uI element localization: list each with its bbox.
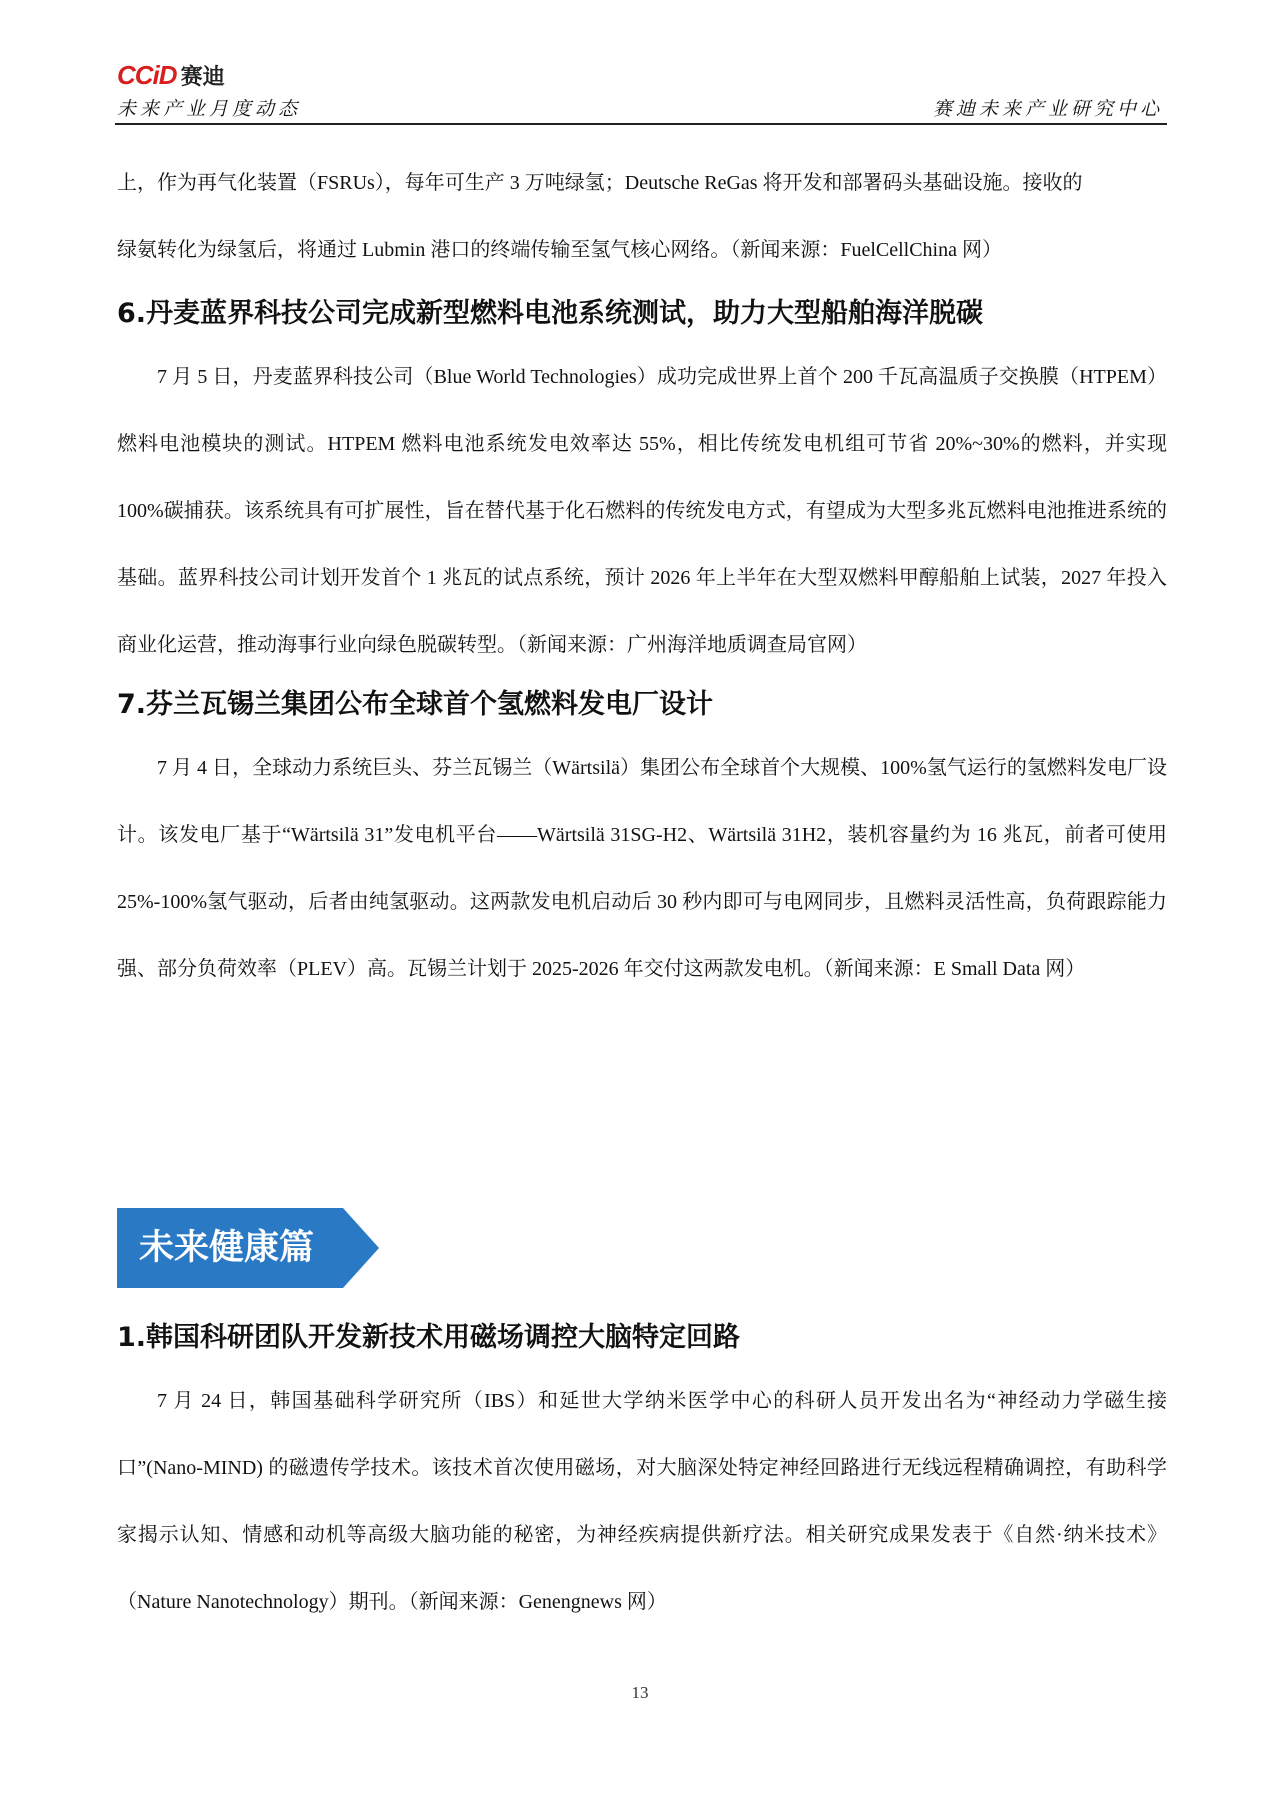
health-section-content [117,1318,1167,1636]
ccid-logo [117,60,225,90]
section-banner-label: 未来健康篇 [139,1228,315,1268]
header-right-title: 赛迪未来产业研究中心 [932,98,1163,120]
health-article-1-heading: 1.韩国科研团队开发新技术用磁场调控大脑特定回路 [117,1322,741,1353]
main-content [117,158,1167,1003]
article-6-body: 7 月 5 日，丹麦蓝界科技公司（Blue World Technologies）成功完成世界上首个 200 千瓦高温质子交换膜（HTPEM）燃料电池模块的测试。HTPEM 燃料电池系统发电效率达 55%，相比传统发电机组可节省 20%~30%的燃料，并实现 100%碳捕获。该系统具有可扩展性，旨在替代基于化石燃料的传统发电方式，有望成为大型多兆瓦燃料电池推进系统的基础。蓝界科技公司计划开发首个 1 兆瓦的试点系统，预计 2026 年上半年在大型双燃料甲醇船舶上试装，2027 年投入商业化运营，推动海事行业向绿色脱碳转型。（新闻来源：广州海洋地质调查局官网） [117,366,1167,656]
logo-brand: CCiD [117,59,177,90]
page-number: 13 [631,1683,649,1702]
header-left-title: 未来产业月度动态 [117,98,302,120]
continued-paragraph [117,150,1167,284]
section-banner [117,1208,379,1288]
health-article-1-body: 7 月 24 日，韩国基础科学研究所（IBS）和延世大学纳米医学中心的科研人员开发出名为“神经动力学磁生接口”(Nano-MIND) 的磁遗传学技术。该技术首次使用磁场，对大脑深处特定神经回路进行无线远程精确调控，有助科学家揭示认知、情感和动机等高级大脑功能的秘密，为神经疾病提供新疗法。相关研究成果发表于《自然·纳米技术》（Nature Nanotechnology）期刊。（新闻来源：Genengnews 网） [117,1390,1167,1613]
article-7-body: 7 月 4 日，全球动力系统巨头、芬兰瓦锡兰（Wärtsilä）集团公布全球首个大规模、100%氢气运行的氢燃料发电厂设计。该发电厂基于“Wärtsilä 31”发电机平台——Wärtsilä 31SG-H2、Wärtsilä 31H2，装机容量约为 16 兆瓦，前者可使用 25%-100%氢气驱动，后者由纯氢驱动。这两款发电机启动后 30 秒内即可与电网同步，且燃料灵活性高，负荷跟踪能力强、部分负荷效率（PLEV）高。瓦锡兰计划于 2025-2026 年交付这两款发电机。（新闻来源：E Small Data 网） [117,757,1167,980]
logo-cn-name: 赛迪 [180,64,225,90]
continued-line-2: 绿氨转化为绿氢后，将通过 Lubmin 港口的终端传输至氢气核心网络。（新闻来源：FuelCellChina 网） [117,239,1002,261]
header-divider [115,123,1167,125]
continued-line-1: 上，作为再气化装置（FSRUs），每年可生产 3 万吨绿氢；Deutsche ReGas 将开发和部署码头基础设施。接收的 [117,172,1083,194]
article-6-heading: 6.丹麦蓝界科技公司完成新型燃料电池系统测试，助力大型船舶海洋脱碳 [117,298,984,329]
article-7-heading: 7.芬兰瓦锡兰集团公布全球首个氢燃料发电厂设计 [117,689,714,720]
